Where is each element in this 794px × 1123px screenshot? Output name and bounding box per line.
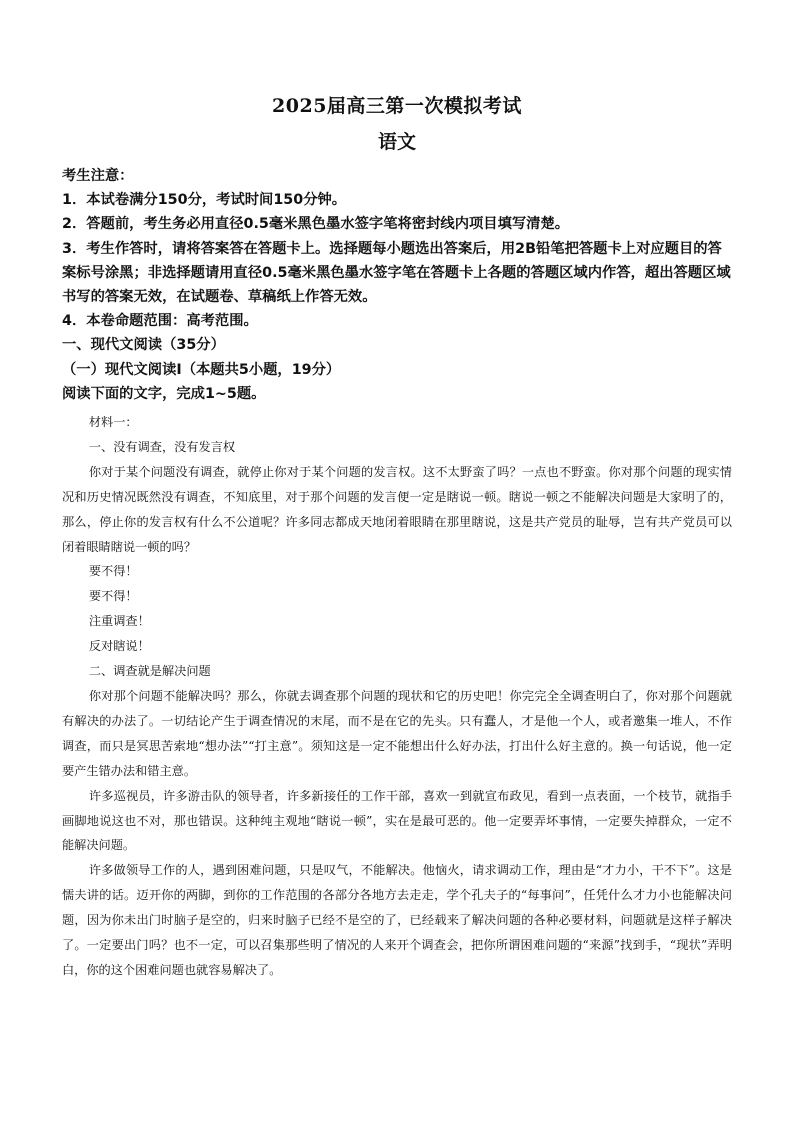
slogan-1: 要不得！ (88, 564, 138, 579)
slogan-2: 要不得！ (88, 589, 138, 604)
section-heading: 一、现代文阅读（35分） (62, 337, 225, 354)
slogan-3: 注重调查！ (88, 614, 150, 629)
subject-title: 语文 (377, 131, 416, 153)
passage-heading-1: 一、没有调查，没有发言权 (88, 439, 236, 454)
candidate-notice (62, 164, 732, 406)
passage-paragraph-1: 你对于某个问题没有调查，就停止你对于某个问题的发言权。这不太野蛮了吗？一点也不野蛮。你对那个问题的现实情况和历史情况既然没有调查，不知底里，对于那个问题的发言便一定是瞎说一顿。瞎说一顿之不能解决问题是大家明了的，那么，停止你的发言权有什么不公道呢？许多同志都成天地闭着眼睛在那里瞎说，这是共产党员的耻辱，岂有共产党员可以闭着眼睛瞎说一顿的吗？ (62, 464, 732, 554)
notice-item-1: 1．本试卷满分150分，考试时间150分钟。 (62, 192, 347, 209)
reading-instruction: 阅读下面的文字，完成1~5题。 (62, 385, 266, 402)
passage-paragraph-3: 许多巡视员，许多游击队的领导者，许多新接任的工作干部，喜欢一到就宣布政见，看到一点表面，一个枝节，就指手画脚地说这也不对，那也错误。这种纯主观地“瞎说一顿”，实在是最可恶的。他一定要弄坏事情，一定要失掉群众，一定不能解决问题。 (62, 788, 732, 853)
reading-passage (62, 410, 732, 983)
exam-title: 2025届高三第一次模拟考试 (272, 95, 522, 117)
passage-paragraph-2: 你对那个问题不能解决吗？那么，你就去调查那个问题的现状和它的历史吧！你完完全全调查明白了，你对那个问题就有解决的办法了。一切结论产生于调查情况的末尾，而不是在它的先头。只有蠢人，才是他一个人，或者邀集一堆人，不作调查，而只是冥思苦索地“想办法”“打主意”。须知这是一定不能想出什么好办法，打出什么好主意的。换一句话说，他一定要产生错办法和错主意。 (62, 689, 732, 778)
passage-heading-2: 二、调查就是解决问题 (88, 664, 211, 679)
passage-paragraph-4: 许多做领导工作的人，遇到困难问题，只是叹气，不能解决。他恼火，请求调动工作，理由是“才力小，干不下”。这是懦夫讲的话。迈开你的两脚，到你的工作范围的各部分各地方去走走，学个孔夫子的“每事问”，任凭什么才力小也能解决问题，因为你未出门时脑子是空的，归来时脑子已经不是空的了，已经载来了解决问题的各种必要材料，问题就是这样子解决了。一定要出门吗？也不一定，可以召集那些明了情况的人来开个调查会，把你所谓困难问题的“来源”找到手，“现状”弄明白，你的这个困难问题也就容易解决了。 (62, 863, 732, 977)
notice-item-4: 4．本卷命题范围：高考范围。 (62, 313, 258, 330)
notice-item-3: 3．考生作答时，请将答案答在答题卡上。选择题每小题选出答案后，用2B铅笔把答题卡上对应题目的答案标号涂黑；非选择题请用直径0.5毫米黑色墨水签字笔在答题卡上各题的答题区域内作答，超出答题区域书写的答案无效，在试题卷、草稿纸上作答无效。 (62, 240, 731, 306)
notice-item-2: 2．答题前，考生务必用直径0.5毫米黑色墨水签字笔将密封线内项目填写清楚。 (62, 216, 570, 233)
material-label: 材料一： (88, 415, 138, 430)
subsection-heading: （一）现代文阅读Ⅰ（本题共5小题，19分） (62, 361, 341, 378)
slogan-4: 反对瞎说！ (88, 639, 150, 654)
notice-heading: 考生注意： (62, 168, 134, 184)
